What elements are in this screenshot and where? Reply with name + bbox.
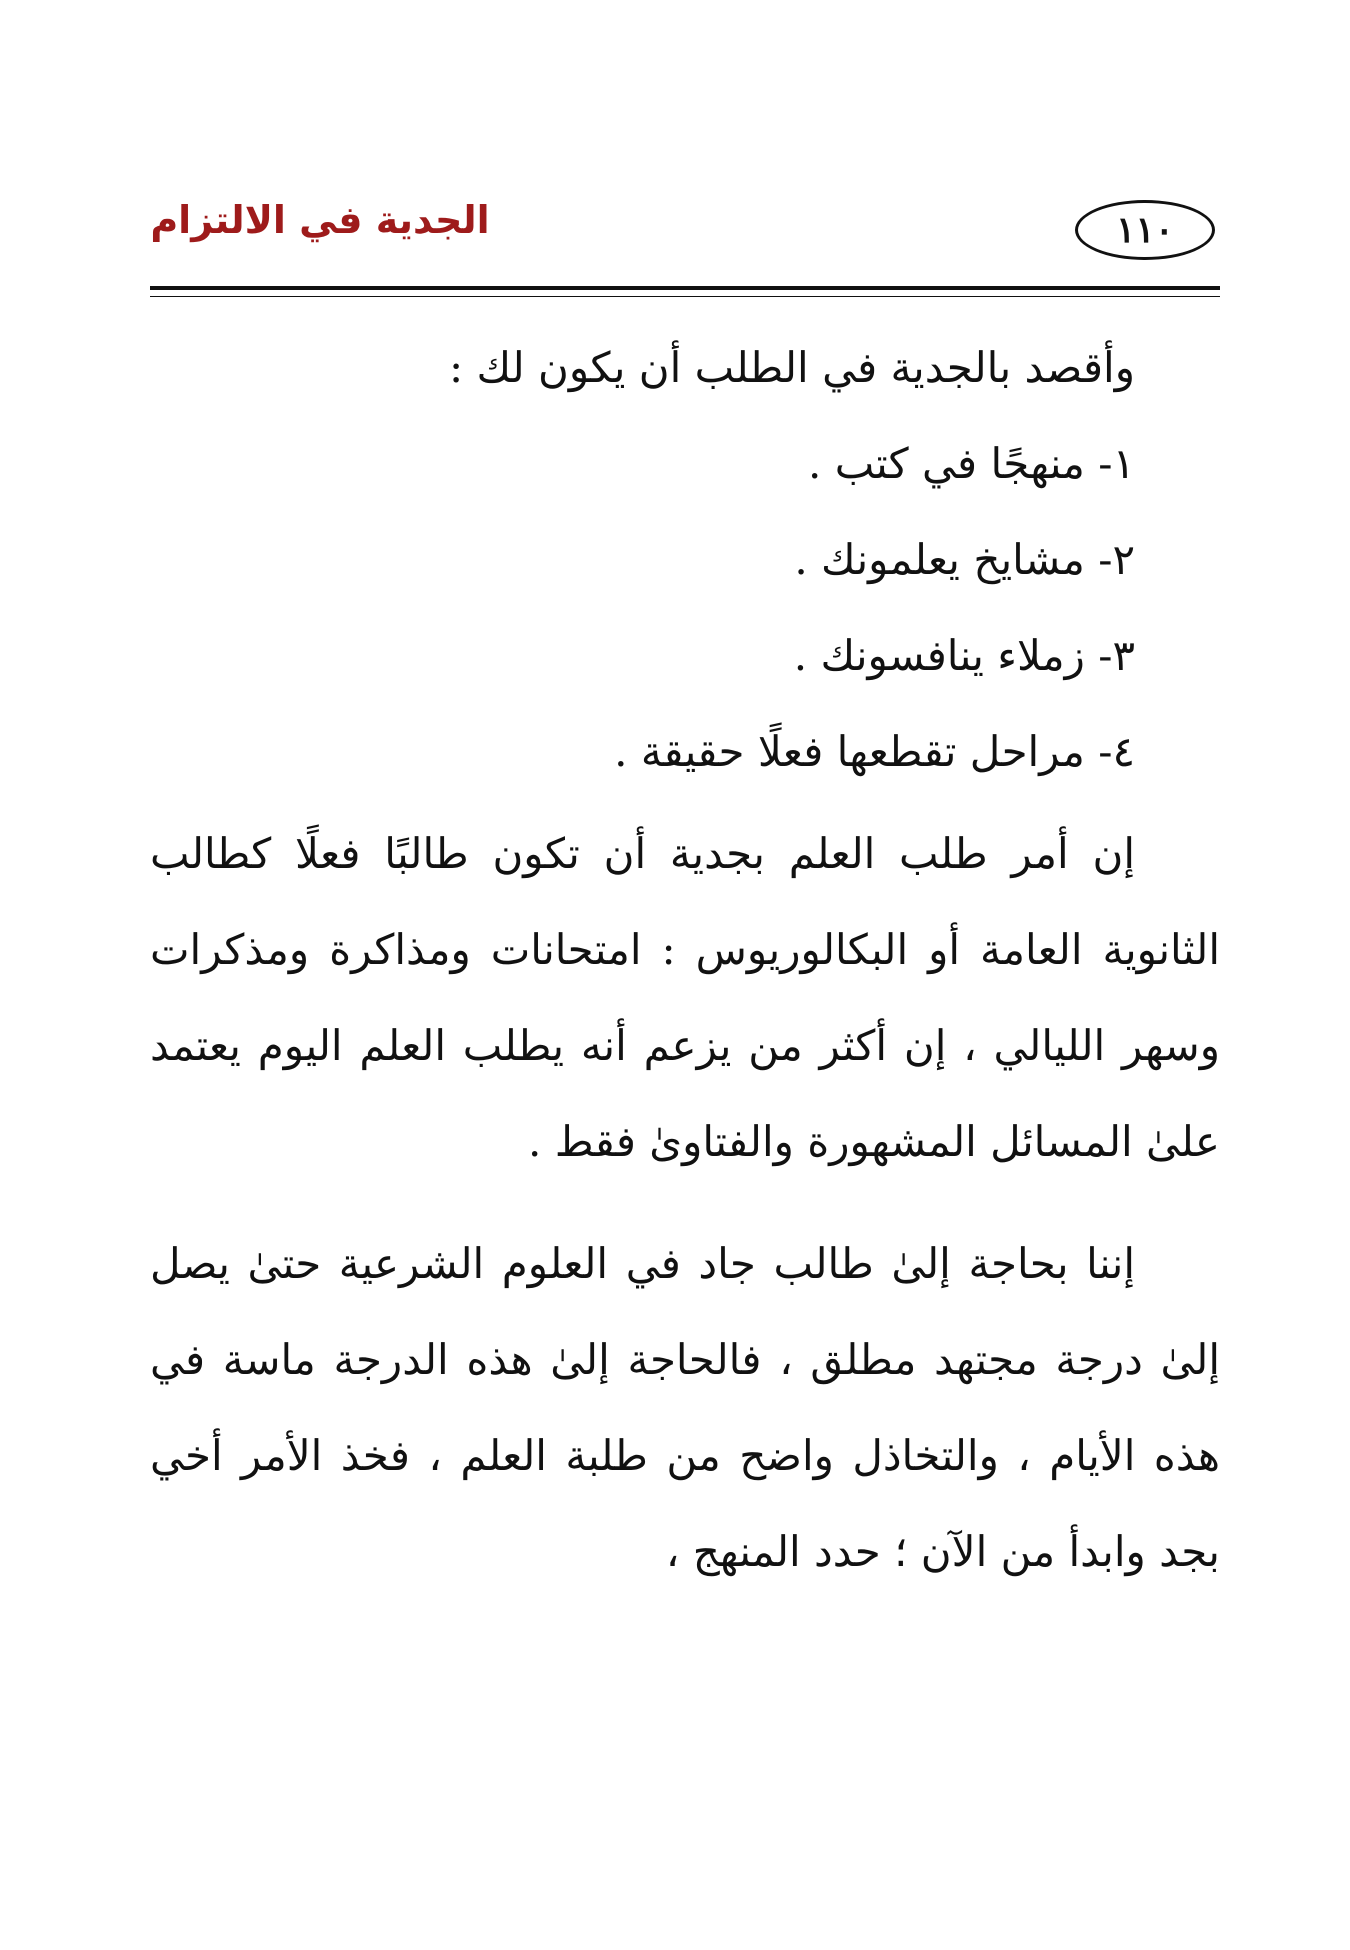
paragraph-2: إننا بحاجة إلىٰ طالب جاد في العلوم الشرعية حتىٰ يصل إلىٰ درجة مجتهد مطلق ، فالحاجة إلىٰ هذه الدرجة ماسة في هذه الأيام ، والتخاذل واضح من طلبة العلم ، فخذ الأمر أخي بجد وابدأ من الآن ؛ حدد المنهج ،	[150, 1239, 1220, 1576]
page-body	[150, 320, 1220, 1600]
running-title: الجدية في الالتزام	[150, 198, 490, 242]
list-item: ٤- مراحل تقطعها فعلًا حقيقة .	[614, 727, 1135, 776]
intro-line: وأقصد بالجدية في الطلب أن يكون لك :	[448, 343, 1135, 392]
book-page	[150, 0, 1220, 1950]
list-item: ٣- زملاء ينافسونك .	[793, 631, 1135, 680]
numbered-list	[150, 416, 1220, 800]
header-rule-thin	[150, 296, 1220, 297]
paragraph-1: إن أمر طلب العلم بجدية أن تكون طالبًا فعلًا كطالب الثانوية العامة أو البكالوريوس : امتحانات ومذاكرة ومذكرات وسهر الليالي ، إن أكثر من يزعم أنه يطلب العلم اليوم يعتمد علىٰ المسائل المشهورة والفتاوىٰ فقط .	[150, 829, 1220, 1166]
header-rule-thick	[150, 286, 1220, 290]
list-item: ٢- مشايخ يعلمونك .	[794, 535, 1135, 584]
list-item: ١- منهجًا في كتب .	[808, 439, 1135, 488]
page-number: ١١٠	[1075, 200, 1215, 260]
page-header	[150, 190, 1220, 280]
